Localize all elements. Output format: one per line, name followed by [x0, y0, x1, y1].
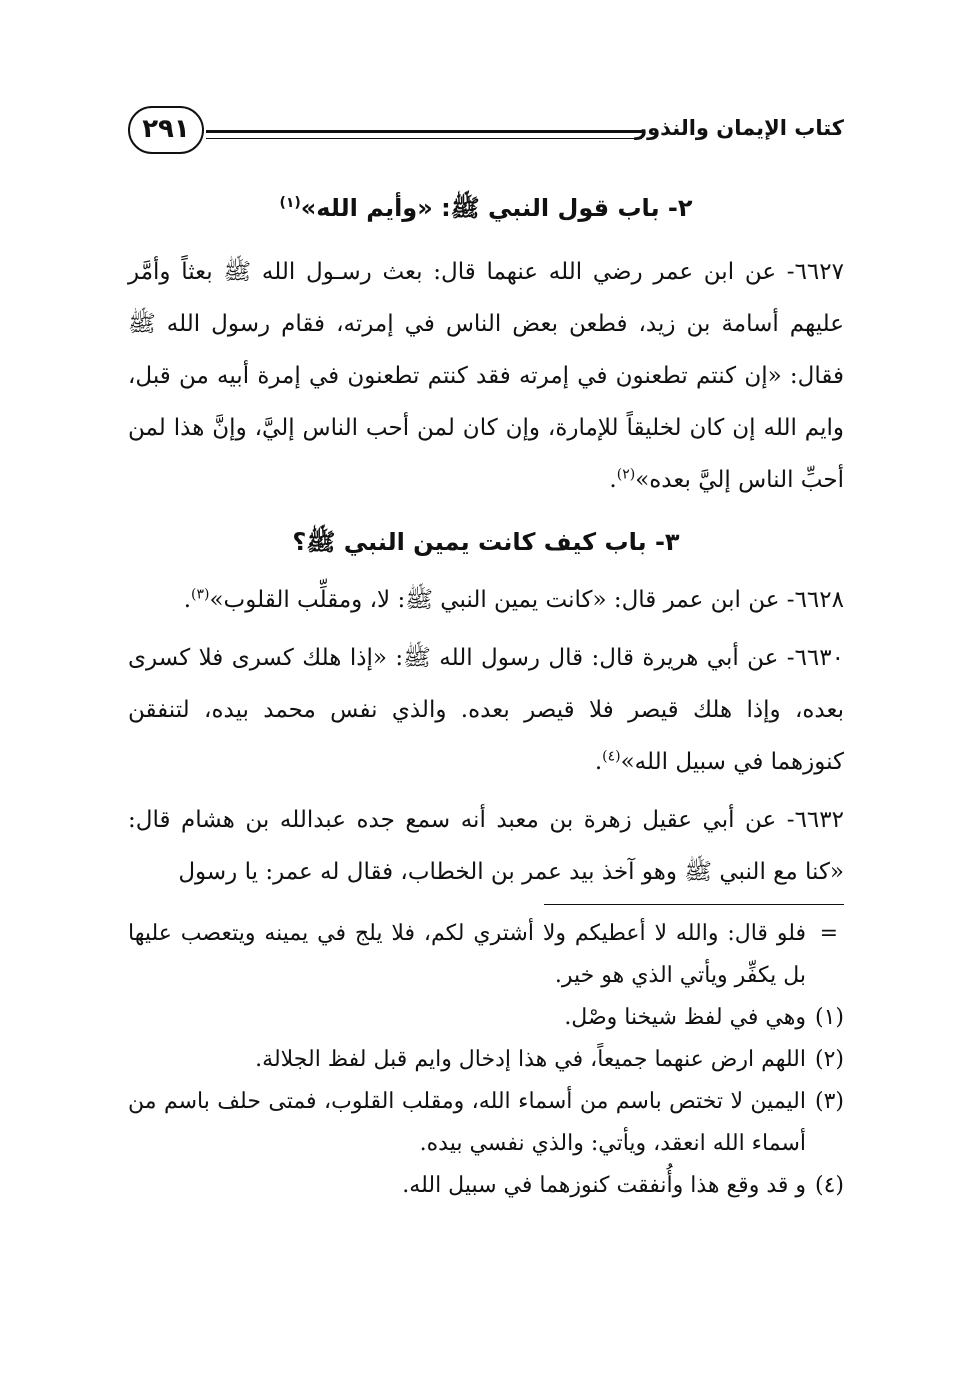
footnote-text: و قد وقع هذا وأُنفقت كنوزهما في سبيل الله.: [402, 1173, 806, 1198]
footnote: [128, 1081, 844, 1165]
hadith-text: ٦٦٣٢- عن أبي عقيل زهرة بن معبد أنه سمع جده عبدالله بن هشام قال: «كنا مع النبي ﷺ وهو آخذ بيد عمر بن الخطاب، فقال له عمر: يا رسول: [128, 807, 844, 885]
hadith-end: .: [183, 587, 191, 613]
hadith-text: ٦٦٢٨- عن ابن عمر قال: «كانت يمين النبي ﷺ: لا، ومقلِّب القلوب»: [209, 587, 844, 613]
footnote: [128, 997, 844, 1039]
footnote-reference: (٣): [191, 586, 210, 603]
hadith-paragraph: [128, 574, 844, 626]
chapter-title-text: ٣- باب كيف كانت يمين النبي ﷺ؟: [292, 528, 680, 556]
footnote-continuation: [128, 913, 844, 997]
chapter-title-text: ٢- باب قول النبي ﷺ: «وأيم الله»: [300, 194, 693, 222]
footnote-separator: [544, 904, 844, 905]
chapter-title: [128, 188, 844, 228]
footnote-marker: (٢): [814, 1047, 844, 1072]
footnotes: [128, 913, 844, 1207]
footnote-text: فلو قال: والله لا أعطيكم ولا أشتري لكم، فلا يلج في يمينه ويتعصب عليها بل يكفِّر ويأتي الذي هو خير.: [128, 921, 806, 988]
hadith-paragraph: [128, 794, 844, 898]
hadith-end: .: [609, 467, 617, 493]
footnote-marker: (٤): [814, 1173, 844, 1198]
footnote-text: اليمين لا تختص باسم من أسماء الله، ومقلب القلوب، فمتى حلف باسم من أسماء الله انعقد، ويأتي: والذي نفسي بيده.: [128, 1089, 806, 1156]
footnote-marker: (١): [814, 1005, 844, 1030]
hadith-text: ٦٦٣٠- عن أبي هريرة قال: قال رسول الله ﷺ: «إذا هلك كسرى فلا كسرى بعده، وإذا هلك قيصر فلا قيصر بعده. والذي نفس محمد بيده، لتنفقن كنوزهما في سبيل الله»: [128, 645, 844, 775]
footnote-text: اللهم ارض عنهما جميعاً، في هذا إدخال وايم قبل لفظ الجلالة.: [255, 1047, 806, 1072]
footnote: [128, 1039, 844, 1081]
hadith-end: .: [594, 749, 603, 775]
footnote-reference: (١): [279, 195, 301, 211]
hadith-paragraph: [128, 246, 844, 506]
chapter-title: [128, 522, 844, 562]
footnote-reference: (٤): [602, 748, 621, 765]
page-number: ٢٩١: [128, 106, 204, 154]
footnote: [128, 1165, 844, 1207]
running-header: [128, 106, 844, 162]
main-text: [128, 178, 844, 1207]
footnote-marker: =: [819, 921, 838, 946]
footnote-reference: (٢): [616, 466, 636, 483]
footnote-marker: (٣): [814, 1089, 844, 1114]
hadith-paragraph: [128, 632, 844, 788]
header-rule: [206, 130, 642, 139]
hadith-text: ٦٦٢٧- عن ابن عمر رضي الله عنهما قال: بعث رسـول الله ﷺ بعثاً وأمَّر عليهم أسامة بن زيد، فطعن بعض الناس في إمرته، فقام رسول الله ﷺ فقال: «إن كنتم تطعنون في إمرته فقد كنتم تطعنون في إمرة أبيه من قبل، وايم الله إن كان لخليقاً للإمارة، وإن كان لمن أحب الناس إليَّ، وإنَّ هذا لمن أحبِّ الناس إليَّ بعده»: [128, 259, 844, 493]
footnote-text: وهي في لفظ شيخنا وصْل.: [564, 1005, 806, 1030]
book-title: كتاب الإيمان والنذور: [635, 116, 844, 140]
